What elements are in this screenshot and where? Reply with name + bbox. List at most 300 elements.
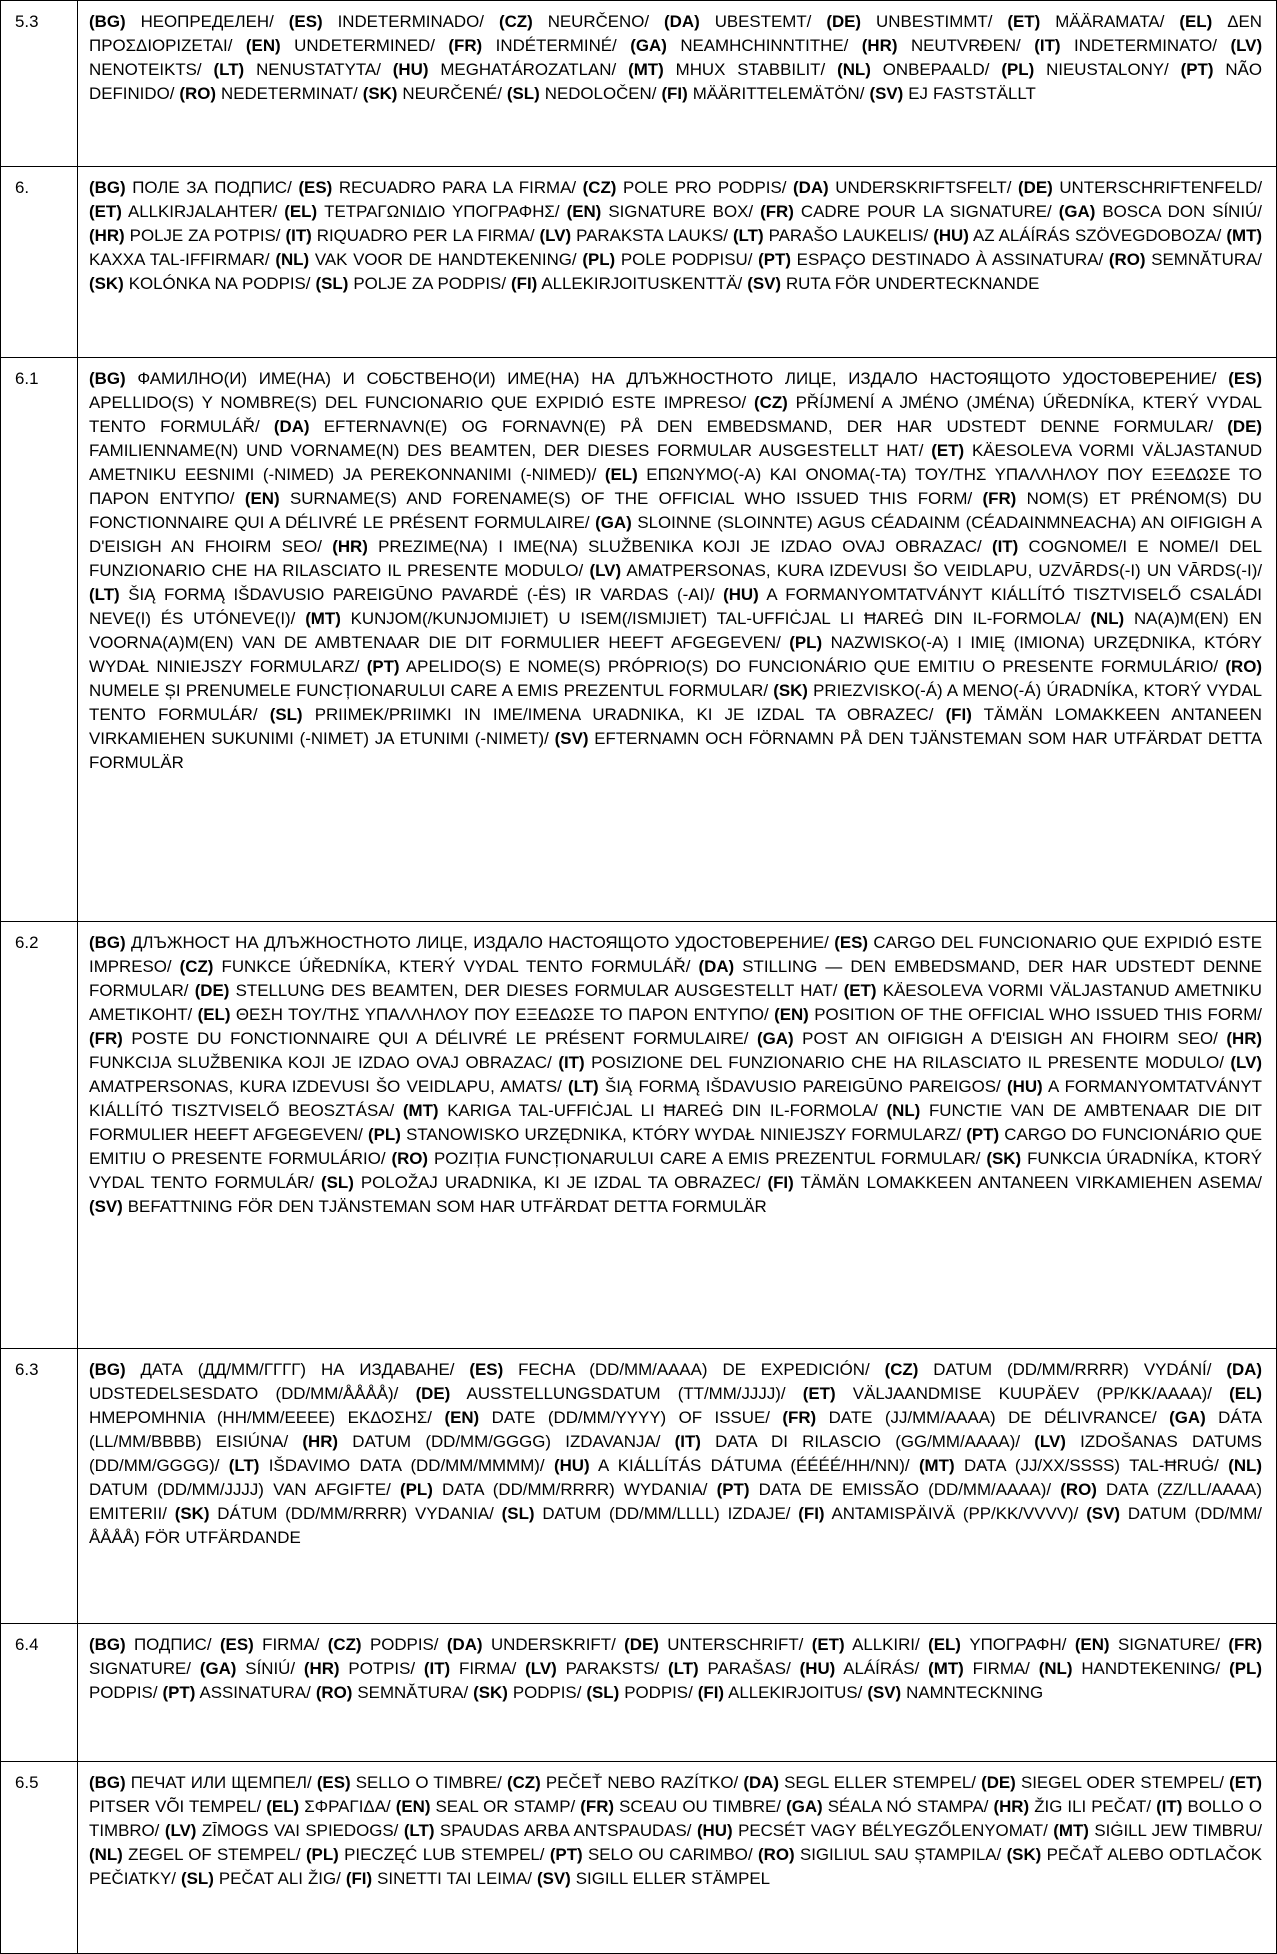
language-code: (PL) [1001,60,1035,79]
language-code: (ET) [843,981,877,1000]
language-code: (SL) [321,1173,354,1192]
field-number: 6.1 [1,358,78,922]
language-code: (RO) [315,1683,353,1702]
translation-text: SIGILL ELLER STÄMPEL [575,1869,771,1888]
language-code: (HR) [89,226,125,245]
translation-text: ΣΦΡΑΓΙΔΑ/ [304,1797,391,1816]
translation-text: ALLEKIRJOITUSKENTTÄ/ [541,274,743,293]
translation-text: KÄESOLEVA VORMI VÄLJASTANUD AMETNIKU EESNIMI (-NIMED) JA PEREKONNANIMI (-NIMED)/ [89,441,1263,484]
language-code: (BG) [89,12,126,31]
translation-text: SIĠILL JEW TIMBRU/ [1094,1821,1263,1840]
translation-text: EJ FASTSTÄLLT [908,84,1036,103]
translation-text: STELLUNG DES BEAMTEN, DER DIESES FORMULAR AUSGESTELLT HAT/ [235,981,838,1000]
translation-text: SIGNATURE/ [1117,1635,1220,1654]
translation-text: ΔΕΝ ΠΡΟΣΔΙΟΡΙΖΕΤΑΙ/ [89,12,1262,55]
language-code: (GA) [786,1797,823,1816]
language-code: (ET) [1229,1773,1262,1792]
translation-text: ASSINATURA/ [199,1683,311,1702]
translation-text: EFTERNAMN OCH FÖRNAMN PÅ DEN TJÄNSTEMAN SOM HAR UTFÄRDAT DETTA FORMULÄR [89,729,1262,772]
translation-text: PRIIMEK/PRIIMKI IN IME/IMENA URADNIKA, KI JE IZDAL TA OBRAZEC/ [314,705,934,724]
translation-text: ПОДПИС/ [134,1635,212,1654]
language-code: (HR) [993,1797,1030,1816]
translation-text: ANTAMISPÄIVÄ (PP/KK/VVVV)/ [831,1504,1079,1523]
language-code: (PT) [758,250,791,269]
translation-text: FUNKCE ÚŘEDNÍKA, KTERÝ VYDAL TENTO FORMULÁŘ/ [221,957,691,976]
language-code: (PL) [399,1480,433,1499]
translation-text: POSTE DU FONCTIONNAIRE QUI A DÉLIVRÉ LE PRÉSENT FORMULAIRE/ [131,1029,749,1048]
translation-text: NENUSTATYTA/ [256,60,381,79]
translation-text: PARAKSTS/ [565,1659,660,1678]
language-code: (IT) [558,1053,585,1072]
translation-text: SEGL ELLER STEMPEL/ [784,1773,976,1792]
translation-text: ESPAÇO DESTINADO À ASSINATURA/ [796,250,1104,269]
table-row [1,922,1277,1349]
translation-text: AMATPERSONAS, KURA IZDEVUSI ŠO VEIDLAPU, UZVĀRDS(-I) UN VĀRDS(-I)/ [626,561,1263,580]
translation-text: UNTERSCHRIFT/ [667,1635,804,1654]
language-code: (PT) [549,1845,583,1864]
language-code: (LV) [1230,1053,1263,1072]
language-code: (EL) [1229,1384,1262,1403]
translation-text: SURNAME(S) AND FORENAME(S) OF THE OFFICIAL WHO ISSUED THIS FORM/ [289,489,973,508]
language-code: (MT) [928,1659,964,1678]
translation-text: RUTA FÖR UNDERTECKNANDE [785,274,1040,293]
field-translations [78,1,1277,167]
language-code: (RO) [1060,1480,1097,1499]
language-code: (LT) [403,1821,435,1840]
language-code: (PL) [305,1845,339,1864]
translation-text: ALLKIRI/ [852,1635,920,1654]
translation-text: A FORMANYOMTATVÁNYT KIÁLLÍTÓ TISZTVISELŐ BEOSZTÁSA/ [89,1077,1262,1120]
field-translations [78,1349,1277,1624]
language-code: (EN) [1074,1635,1110,1654]
translation-text: NÃO DEFINIDO/ [89,60,1263,103]
translation-text: FAMILIENNAME(N) UND VORNAME(N) DES BEAMTEN, DER DIESES FORMULAR AUSGESTELLT HAT/ [89,441,924,460]
language-code: (SV) [554,729,589,748]
translation-text: KOLÓNKA NA PODPIS/ [128,274,311,293]
translation-text: MÄÄRITTELEMÄTÖN/ [692,84,865,103]
translation-text: ONBEPAALD/ [882,60,990,79]
translation-text: SÉALA NÓ STAMPA/ [827,1797,989,1816]
translation-text: UNTERSCHRIFTENFELD/ [1059,178,1263,197]
translation-text: IZDOŠANAS DATUMS (DD/MM/GGGG)/ [89,1432,1263,1475]
translation-text: DATUM (DD/MM/GGGG) IZDAVANJA/ [352,1432,661,1451]
translation-text: STANOWISKO URZĘDNIKA, KTÓRY WYDAŁ NINIEJSZY FORMULARZ/ [406,1125,962,1144]
language-code: (SK) [1006,1845,1042,1864]
field-number: 6.4 [1,1624,78,1762]
language-code: (SK) [174,1504,210,1523]
translation-text: VÄLJAANDMISE KUUPÄEV (PP/KK/AAAA)/ [852,1384,1212,1403]
language-code: (SL) [180,1869,214,1888]
translation-text: UNDERSKRIFT/ [490,1635,616,1654]
language-code: (HU) [799,1659,836,1678]
language-code: (PL) [1229,1659,1262,1678]
language-code: (NL) [1228,1456,1262,1475]
language-code: (FI) [798,1504,825,1523]
language-code: (EL) [604,465,638,484]
language-code: (DA) [793,178,829,197]
table-row [1,1,1277,167]
language-code: (FI) [661,84,688,103]
language-code: (FR) [760,202,794,221]
translation-text: BOSCA DON SÍNIÚ/ [1102,202,1262,221]
language-code: (LV) [164,1821,197,1840]
language-code: (PT) [716,1480,750,1499]
language-code: (FI) [511,274,538,293]
language-code: (NL) [1090,609,1125,628]
translation-text: PARAŠAS/ [707,1659,791,1678]
language-code: (CZ) [327,1635,362,1654]
translation-text: PECSÉT VAGY BÉLYEGZŐLENYOMAT/ [738,1821,1048,1840]
translation-text: NEURČENO/ [547,12,650,31]
translation-text: PITSER VÕI TEMPEL/ [89,1797,262,1816]
language-code: (EN) [395,1797,431,1816]
language-code: (SK) [773,681,808,700]
translation-text: ΕΠΩΝΥΜΟ(-Α) ΚΑΙ ΟΝΟΜΑ(-ΤΑ) ΤΟΥ/ΤΗΣ ΥΠΑΛΛΗΛΟΥ ΠΟΥ ΕΞΕΔΩΣΕ ΤΟ ΠΑΡΟΝ ΕΝΤΥΠΟ/ [89,465,1262,508]
translation-text: STILLING — DEN EMBEDSMAND, DER HAR UDSTEDT DENNE FORMULAR/ [89,957,1263,1000]
language-code: (PL) [368,1125,401,1144]
language-code: (LV) [539,226,572,245]
translation-text: PARAŠO LAUKELIS/ [768,226,929,245]
language-code: (ES) [834,933,869,952]
language-code: (BG) [89,369,126,388]
translation-text: RECUADRO PARA LA FIRMA/ [338,178,577,197]
translation-text: PEČEŤ NEBO RAZÍTKO/ [545,1773,739,1792]
translation-text: UBESTEMT/ [714,12,812,31]
translation-text: ALLKIRJALAHTER/ [127,202,278,221]
language-code: (DA) [446,1635,483,1654]
translation-text: DATE (DD/MM/YYYY) OF ISSUE/ [491,1408,770,1427]
translation-text: AMATPERSONAS, KURA IZDEVUSI ŠO VEIDLAPU, AMATS/ [89,1077,562,1096]
language-code: (CZ) [498,12,533,31]
language-code: (BG) [89,1773,126,1792]
translation-text: SÍNIÚ/ [245,1659,296,1678]
language-code: (MT) [628,60,664,79]
language-code: (GA) [595,513,632,532]
language-code: (HR) [1226,1029,1263,1048]
translation-text: CARGO DEL FUNCIONARIO QUE EXPIDIÓ ESTE IMPRESO/ [89,933,1262,976]
translation-text: NEURČENÉ/ [402,84,502,103]
translation-text: INDETERMINADO/ [337,12,484,31]
translation-text: NIEUSTALONY/ [1046,60,1169,79]
translation-text: NA(A)M(EN) EN VOORNA(A)M(EN) VAN DE AMBTENAAR DIE DIT FORMULIER HEEFT AFGEGEVEN/ [89,609,1262,652]
translation-text: NEAMHCHINNTITHE/ [680,36,849,55]
translation-text: SIGNATURE BOX/ [608,202,754,221]
language-code: (FR) [89,1029,123,1048]
translation-text: ŽIG ILI PEČAT/ [1034,1797,1152,1816]
language-code: (EN) [245,36,281,55]
translation-text: KUNJOM(/KUNJOMIJIET) U ISEM(/ISMIJIET) TAL-UFFIĊJAL LI ĦAREĠ DIN IL-FORMOLA/ [350,609,1081,628]
translation-text: DATA (DD/MM/RRRR) WYDANIA/ [442,1480,708,1499]
translation-text: ΗΜΕΡΟΜΗΝΙΑ (ΗΗ/ΜΜ/ΕΕΕΕ) ΕΚΔΟΣΗΣ/ [89,1408,432,1427]
language-code: (NL) [89,1845,123,1864]
language-code: (EN) [566,202,602,221]
field-number: 5.3 [1,1,78,167]
language-code: (EN) [444,1408,480,1427]
language-code: (CZ) [506,1773,541,1792]
field-number: 6.5 [1,1762,78,1954]
language-code: (SL) [315,274,349,293]
translation-text: ПЕЧАТ ИЛИ ЩЕМПЕЛ/ [130,1773,312,1792]
language-code: (SL) [586,1683,620,1702]
language-code: (DE) [415,1384,451,1403]
translation-text: SIEGEL ODER STEMPEL/ [1020,1773,1224,1792]
translation-text: PODPIS/ [369,1635,439,1654]
language-code: (EL) [197,1005,231,1024]
language-code: (CZ) [179,957,214,976]
language-code: (HU) [1007,1077,1043,1096]
language-code: (FR) [982,489,1017,508]
translation-text: FIRMA/ [262,1635,320,1654]
language-code: (DE) [624,1635,659,1654]
translation-text: SLOINNE (SLOINNTE) AGUS CÉADAINM (CÉADAINMNEACHA) AN OIFIGIGH A D'EISIGH AN FHOIRM SEO/ [89,513,1263,556]
translation-text: DATUM (DD/MM/JJJJ) VAN AFGIFTE/ [89,1480,391,1499]
language-code: (SL) [506,84,540,103]
language-code: (ES) [298,178,333,197]
language-code: (NL) [275,250,310,269]
translation-text: INDETERMINATO/ [1074,36,1217,55]
table-row [1,1349,1277,1624]
translation-text: SELLO O TIMBRE/ [355,1773,502,1792]
language-code: (HU) [933,226,969,245]
translation-text: PREZIME(NA) I IME(NA) SLUŽBENIKA KOJI JE IZDAO OVAJ OBRAZAC/ [378,537,982,556]
language-code: (NL) [837,60,871,79]
translation-text: PARAKSTA LAUKS/ [576,226,728,245]
translation-text: DÁTUM (DD/MM/RRRR) VYDANIA/ [217,1504,494,1523]
language-code: (ES) [288,12,323,31]
language-code: (GA) [757,1029,794,1048]
translation-text: FIRMA/ [459,1659,517,1678]
language-code: (BG) [89,1635,126,1654]
translation-text: VAK VOOR DE HANDTEKENING/ [314,250,577,269]
table-row [1,1762,1277,1954]
translation-text: DATA DE EMISSÃO (DD/MM/AAAA)/ [758,1480,1052,1499]
language-code: (HU) [392,60,429,79]
translation-text: NEUTVRĐEN/ [910,36,1021,55]
translation-text: DATA DI RILASCIO (GG/MM/AAAA)/ [715,1432,1021,1451]
translation-text: DATUM (DD/MM/RRRR) VYDÁNÍ/ [933,1360,1212,1379]
translation-text: SIGILIUL SAU ȘTAMPILA/ [799,1845,1002,1864]
language-code: (CZ) [582,178,617,197]
language-code: (HU) [723,585,759,604]
table-row [1,167,1277,358]
language-code: (DE) [1227,417,1262,436]
language-code: (SV) [867,1683,902,1702]
language-code: (IT) [1034,36,1061,55]
translation-text: BOLLO O TIMBRO/ [89,1797,1262,1840]
translation-text: PIECZĘĆ LUB STEMPEL/ [344,1845,545,1864]
translation-text: POLJE ZA POTPIS/ [129,226,281,245]
language-code: (GA) [630,36,667,55]
translation-text: IŠDAVIMO DATA (DD/MM/MMMM)/ [268,1456,545,1475]
translation-text: POLE PRO PODPIS/ [623,178,787,197]
language-code: (RO) [1225,657,1262,676]
translation-text: ALLEKIRJOITUS/ [728,1683,863,1702]
language-code: (DA) [1226,1360,1262,1379]
language-code: (FR) [782,1408,817,1427]
translation-text: SEMNĂTURA/ [1151,250,1262,269]
translation-text: ПОЛЕ ЗА ПОДПИС/ [132,178,292,197]
translation-text: APELLIDO(S) Y NOMBRE(S) DEL FUNCIONARIO QUE EXPIDIÓ ESTE IMPRESO/ [89,393,747,412]
language-code: (HR) [302,1432,339,1451]
language-code: (BG) [89,178,126,197]
translation-text: ΥΠΟΓΡΑΦΗ/ [969,1635,1067,1654]
language-code: (ET) [811,1635,845,1654]
translation-text: AUSSTELLUNGSDATUM (TT/MM/JJJJ)/ [466,1384,786,1403]
translation-text: NEDETERMINAT/ [221,84,358,103]
translation-text: FUNCTIE VAN DE AMBTENAAR DIE DIT FORMULIER HEEFT AFGEGEVEN/ [89,1101,1262,1144]
language-code: (PT) [162,1683,196,1702]
table-row [1,1624,1277,1762]
translation-text: SEAL OR STAMP/ [435,1797,576,1816]
language-code: (DE) [194,981,230,1000]
language-code: (HR) [303,1659,340,1678]
translation-text: POZIȚIA FUNCȚIONARULUI CARE A EMIS PREZENTUL FORMULAR/ [434,1149,981,1168]
language-code: (LV) [1034,1432,1066,1451]
translation-text: TÄMÄN LOMAKKEEN ANTANEEN VIRKAMIEHEN ASEMA/ [800,1173,1262,1192]
language-code: (DA) [273,417,310,436]
language-code: (HU) [553,1456,590,1475]
language-code: (RO) [758,1845,795,1864]
language-code: (LT) [732,226,764,245]
language-code: (LV) [1230,36,1263,55]
translation-text: A FORMANYOMTATVÁNYT KIÁLLÍTÓ TISZTVISELŐ CSALÁDI NEVE(I) ÉS UTÓNEVE(I)/ [89,585,1263,628]
language-code: (SL) [501,1504,535,1523]
translation-text: CARGO DO FUNCIONÁRIO QUE EMITIU O PRESENTE FORMULÁRIO/ [89,1125,1262,1168]
language-code: (BG) [89,933,126,952]
language-code: (EL) [1179,12,1213,31]
translation-text: POLJE ZA PODPIS/ [353,274,507,293]
table-row [1,358,1277,922]
translation-text: MEGHATÁROZATLAN/ [440,60,617,79]
language-code: (SV) [869,84,904,103]
language-code: (PL) [582,250,616,269]
translation-text: SPAUDAS ARBA ANTSPAUDAS/ [439,1821,692,1840]
translation-text: AZ ALÁÍRÁS SZÖVEGDOBOZA/ [972,226,1222,245]
translation-text: CADRE POUR LA SIGNATURE/ [800,202,1052,221]
language-code: (GA) [1058,202,1096,221]
translation-text: HANDTEKENING/ [1081,1659,1221,1678]
translation-text: A KIÁLLÍTÁS DÁTUMA (ÉÉÉÉ/HH/NN)/ [598,1456,910,1475]
language-code: (EL) [928,1635,961,1654]
language-code: (FR) [1228,1635,1263,1654]
language-code: (NL) [1038,1659,1073,1678]
translation-text: POSIZIONE DEL FUNZIONARIO CHE HA RILASCIATO IL PRESENTE MODULO/ [591,1053,1224,1072]
translation-text: FUNKCIA ÚRADNÍKA, KTORÝ VYDAL TENTO FORMULÁR/ [89,1149,1262,1192]
translation-text: SCEAU OU TIMBRE/ [619,1797,781,1816]
language-code: (CZ) [754,393,788,412]
language-code: (LT) [668,1659,699,1678]
language-code: (HR) [861,36,898,55]
translation-text: MÄÄRAMATA/ [1055,12,1165,31]
translation-text: NENOTEIKTS/ [89,60,202,79]
language-code: (NL) [886,1101,921,1120]
language-code: (DA) [698,957,735,976]
translation-text: ΤΕΤΡΑΓΩΝΙΔΙΟ ΥΠΟΓΡΑΦΗΣ/ [324,202,560,221]
translation-text: NOM(S) ET PRÉNOM(S) DU FONCTIONNAIRE QUI A DÉLIVRÉ LE PRÉSENT FORMULAIRE/ [89,489,1262,532]
translation-text: KAXXA TAL-IFFIRMAR/ [89,250,270,269]
translation-text: POTPIS/ [348,1659,416,1678]
translation-text: RIQUADRO PER LA FIRMA/ [316,226,535,245]
language-code: (ES) [469,1360,504,1379]
translation-text: NEDOLOČEN/ [544,84,657,103]
language-code: (ET) [802,1384,836,1403]
translation-text: INDÉTERMINÉ/ [495,36,617,55]
translation-text: DÁTA (LL/MM/BBBB) EISIÚNA/ [89,1408,1262,1451]
field-translations [78,1624,1277,1762]
translation-text: НЕОПРЕДЕЛЕН/ [140,12,274,31]
translation-text: KARIGA TAL-UFFIĊJAL LI ĦAREĠ DIN IL-FORMOLA/ [447,1101,878,1120]
language-code: (FI) [697,1683,725,1702]
table-body [1,1,1277,1954]
translation-text: UDSTEDELSESDATO (DD/MM/ÅÅÅÅ)/ [89,1384,399,1403]
language-code: (SV) [1086,1504,1120,1523]
language-code: (FR) [448,36,483,55]
translation-text: PODPIS/ [89,1683,158,1702]
language-code: (RO) [391,1149,429,1168]
language-code: (MT) [918,1456,955,1475]
language-code: (LV) [525,1659,557,1678]
language-code: (MT) [402,1101,439,1120]
language-code: (DE) [826,12,862,31]
translation-text: ZĪMOGS VAI SPIEDOGS/ [201,1821,399,1840]
translation-text: NAZWISKO(-A) I IMIĘ (IMIONA) URZĘDNIKA, KTÓRY WYDAŁ NINIEJSZY FORMULARZ/ [89,633,1262,676]
translation-text: DATA (JJ/XX/SSSS) TAL-ĦRUĠ/ [963,1456,1219,1475]
translation-text: DATA (ZZ/LL/AAAA) EMITERII/ [89,1480,1262,1523]
language-code: (PT) [1180,60,1214,79]
translation-text: POST AN OIFIGIGH A D'EISIGH AN FHOIRM SEO/ [802,1029,1218,1048]
language-code: (MT) [305,609,341,628]
language-code: (ET) [1007,12,1041,31]
translation-text: SINETTI TAI LEIMA/ [377,1869,532,1888]
translation-text: PEČAT ALI ŽIG/ [218,1869,341,1888]
translation-text: NAMNTECKNING [906,1683,1044,1702]
language-code: (LT) [89,585,120,604]
language-code: (FI) [945,705,972,724]
language-code: (RO) [1108,250,1146,269]
field-number: 6.3 [1,1349,78,1624]
translation-text: ŠIĄ FORMĄ IŠDAVUSIO PAREIGŪNO PAVARDĖ (-ĖS) IR VARDAS (-AI)/ [128,585,715,604]
language-code: (BG) [89,1360,126,1379]
translation-text: UNBESTIMMT/ [876,12,993,31]
translation-text: ΘΕΣΗ ΤΟΥ/ΤΗΣ ΥΠΑΛΛΗΛΟΥ ΠΟΥ ΕΞΕΔΩΣΕ ΤΟ ΠΑΡΟΝ ΕΝΤΥΠΟ/ [235,1005,769,1024]
field-translations [78,1762,1277,1954]
field-translations [78,167,1277,358]
translation-text: TÄMÄN LOMAKKEEN ANTANEEN VIRKAMIEHEN SUKUNIMI (-NIMET) JA ETUNIMI (-NIMET)/ [89,705,1262,748]
translation-text: FECHA (DD/MM/AAAA) DE EXPEDICIÓN/ [518,1360,870,1379]
language-code: (GA) [199,1659,237,1678]
language-code: (ES) [1228,369,1263,388]
language-code: (PL) [789,633,823,652]
language-code: (DA) [743,1773,780,1792]
field-number: 6. [1,167,78,358]
translation-text: DATUM (DD/MM/ÅÅÅÅ) FÖR UTFÄRDANDE [89,1504,1262,1547]
language-code: (FI) [767,1173,794,1192]
translation-text: EFTERNAVN(E) OG FORNAVN(E) PÅ DEN EMBEDSMAND, DER HAR UDSTEDT DENNE FORMULAR/ [323,417,1214,436]
language-code: (IT) [674,1432,701,1451]
translation-text: ДЛЪЖНОСТ НА ДЛЪЖНОСТНОТО ЛИЦЕ, ИЗДАЛО НАСТОЯЩОТО УДОСТОВЕРЕНИЕ/ [130,933,829,952]
translation-text: DATUM (DD/MM/LLLL) IZDAJE/ [542,1504,791,1523]
language-code: (IT) [423,1659,451,1678]
language-code: (LV) [589,561,622,580]
language-code: (RO) [179,84,216,103]
language-code: (PT) [366,657,400,676]
language-code: (DA) [664,12,700,31]
language-code: (MT) [1226,226,1263,245]
language-code: (ET) [931,441,965,460]
language-code: (ES) [219,1635,254,1654]
language-code: (EN) [244,489,280,508]
language-code: (EL) [284,202,318,221]
